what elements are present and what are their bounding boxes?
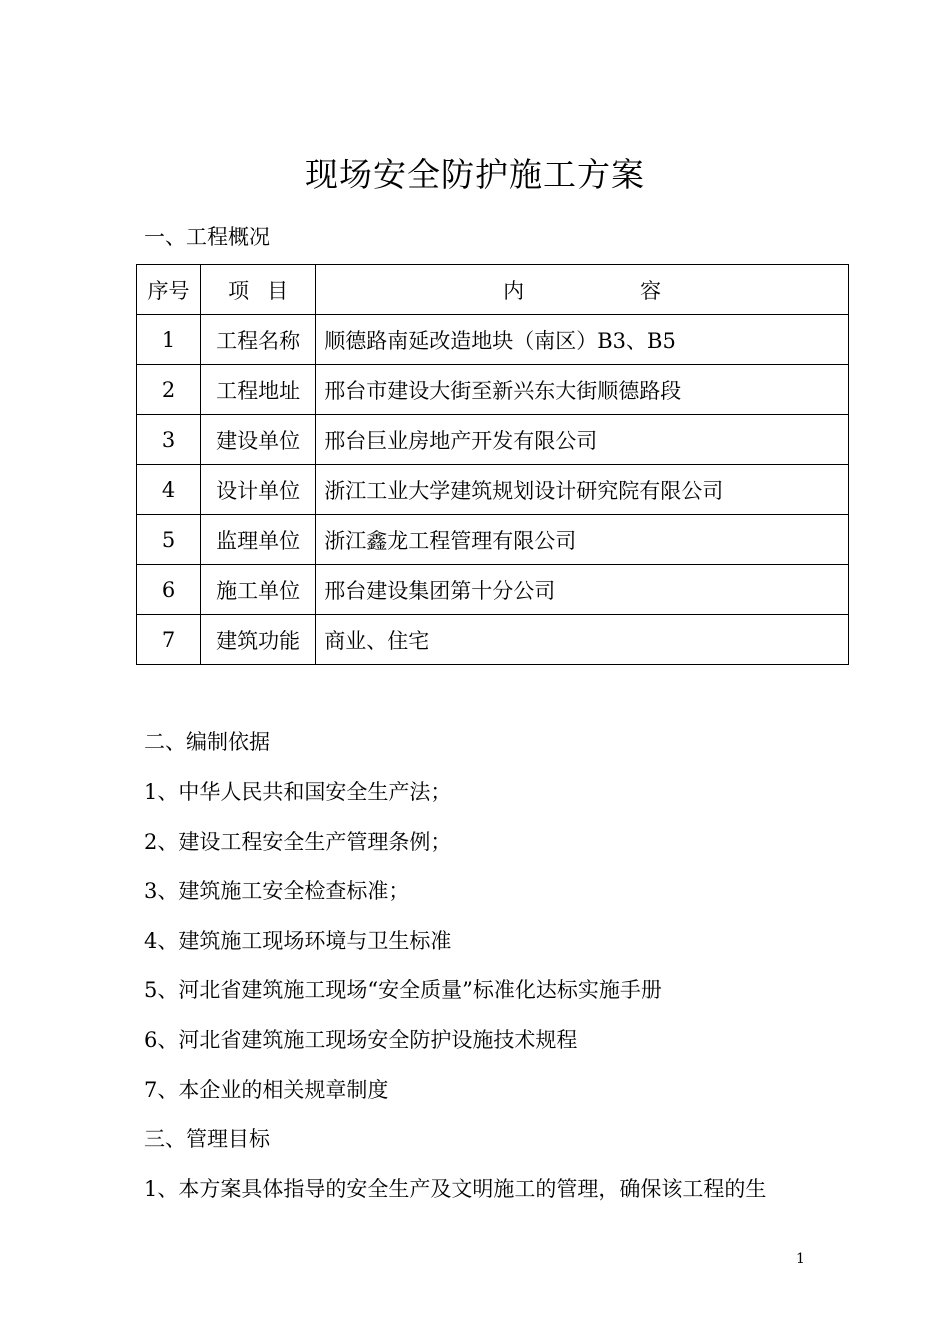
table-row [137, 365, 849, 415]
row-item: 建设单位 [201, 415, 316, 465]
row-item: 施工单位 [201, 565, 316, 615]
table-row [137, 565, 849, 615]
section-heading-goals: 三、管理目标 [144, 1127, 270, 1151]
row-content: 顺德路南延改造地块（南区）B3、B5 [316, 315, 849, 365]
list-item: 6、河北省建筑施工现场安全防护设施技术规程 [144, 1028, 578, 1052]
row-item: 监理单位 [201, 515, 316, 565]
row-content: 邢台建设集团第十分公司 [316, 565, 849, 615]
header-no: 序号 [137, 265, 201, 315]
row-item: 工程地址 [201, 365, 316, 415]
row-number: 3 [137, 415, 201, 465]
table-header-row [137, 265, 849, 315]
section-heading-basis: 二、编制依据 [144, 730, 270, 754]
row-number: 4 [137, 465, 201, 515]
list-item: 4、建筑施工现场环境与卫生标准 [144, 929, 452, 953]
table-row [137, 315, 849, 365]
table-row [137, 465, 849, 515]
row-content: 邢台市建设大街至新兴东大街顺德路段 [316, 365, 849, 415]
row-content: 邢台巨业房地产开发有限公司 [316, 415, 849, 465]
row-content: 浙江鑫龙工程管理有限公司 [316, 515, 849, 565]
table-row [137, 515, 849, 565]
header-content-part2: 容 [640, 278, 662, 303]
row-item: 设计单位 [201, 465, 316, 515]
section-heading-overview: 一、工程概况 [144, 225, 270, 249]
row-number: 7 [137, 615, 201, 665]
row-number: 5 [137, 515, 201, 565]
list-item: 2、建设工程安全生产管理条例； [144, 830, 452, 854]
table-row [137, 415, 849, 465]
list-item: 5、河北省建筑施工现场“安全质量”标准化达标实施手册 [144, 978, 662, 1002]
document-title: 现场安全防护施工方案 [305, 155, 645, 194]
header-content-part1: 内 [503, 278, 525, 303]
header-item [201, 265, 316, 315]
row-item: 工程名称 [201, 315, 316, 365]
header-content [316, 265, 849, 315]
page-number: 1 [796, 1251, 805, 1267]
list-item: 1、本方案具体指导的安全生产及文明施工的管理，确保该工程的生 [144, 1177, 767, 1201]
project-overview-table [136, 264, 849, 665]
row-content: 浙江工业大学建筑规划设计研究院有限公司 [316, 465, 849, 515]
table-row [137, 615, 849, 665]
list-item: 1、中华人民共和国安全生产法； [144, 780, 452, 804]
row-item: 建筑功能 [201, 615, 316, 665]
row-number: 2 [137, 365, 201, 415]
row-number: 1 [137, 315, 201, 365]
row-number: 6 [137, 565, 201, 615]
header-item-part1: 项 [228, 278, 250, 303]
header-item-part2: 目 [267, 278, 289, 303]
row-content: 商业、住宅 [316, 615, 849, 665]
list-item: 3、建筑施工安全检查标准； [144, 879, 410, 903]
list-item: 7、本企业的相关规章制度 [144, 1078, 389, 1102]
